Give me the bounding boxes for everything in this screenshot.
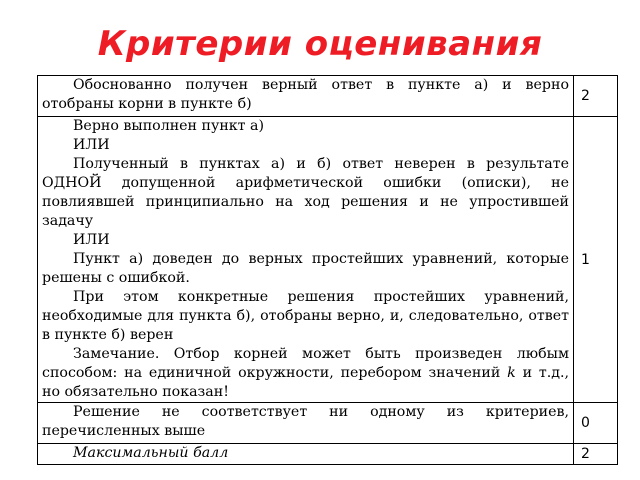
criteria-table — [37, 75, 618, 465]
criteria-score — [574, 76, 618, 117]
criteria-score — [574, 403, 618, 444]
criteria-separator: ИЛИ — [73, 232, 110, 248]
criteria-row-max-score — [38, 444, 618, 465]
criteria-text: Пункт а) доведен до верных простейших уравнений, которые решены с ошибкой. — [42, 251, 569, 286]
criteria-row-partial-score — [38, 117, 618, 403]
score-value: 2 — [581, 446, 590, 462]
criteria-score — [574, 117, 618, 403]
score-value: 1 — [581, 251, 590, 268]
criteria-row-full-score — [38, 76, 618, 117]
criteria-description — [38, 444, 574, 465]
criteria-text: При этом конкретные решения простейших уравнений, необходимые для пункта б), отобраны верно, и, следовательно, ответ в пункте б) верен — [42, 289, 569, 343]
criteria-description — [38, 76, 574, 117]
criteria-text: Верно выполнен пункт а) — [73, 118, 264, 134]
slide-title: Критерии оценивания — [97, 24, 543, 64]
criteria-text: Полученный в пунктах а) и б) ответ неверен в результате ОДНОЙ допущенной арифметической ошибки (описки), не повлиявшей принципиально на ход решения и не упростившей задачу — [42, 156, 569, 229]
criteria-description — [38, 403, 574, 444]
criteria-separator: ИЛИ — [73, 137, 110, 153]
criteria-score — [574, 444, 618, 465]
criteria-row-zero-score — [38, 403, 618, 444]
criteria-text: Решение не соответствует ни одному из критериев, перечисленных выше — [42, 404, 569, 439]
max-score-label: Максимальный балл — [73, 445, 229, 461]
score-value: 0 — [581, 415, 590, 431]
remark-variable: k — [507, 365, 516, 381]
remark-text-before: Замечание. Отбор корней может быть произведен любым способом: на единичной окружности, перебором значений — [42, 346, 569, 381]
remark-text-after: и т.д., но обязательно показан! — [42, 365, 569, 400]
criteria-text: Обоснованно получен верный ответ в пункте а) и верно отобраны корни в пункте б) — [42, 77, 569, 112]
criteria-description — [38, 117, 574, 403]
criteria-remark — [42, 345, 569, 402]
score-value: 2 — [581, 88, 590, 104]
